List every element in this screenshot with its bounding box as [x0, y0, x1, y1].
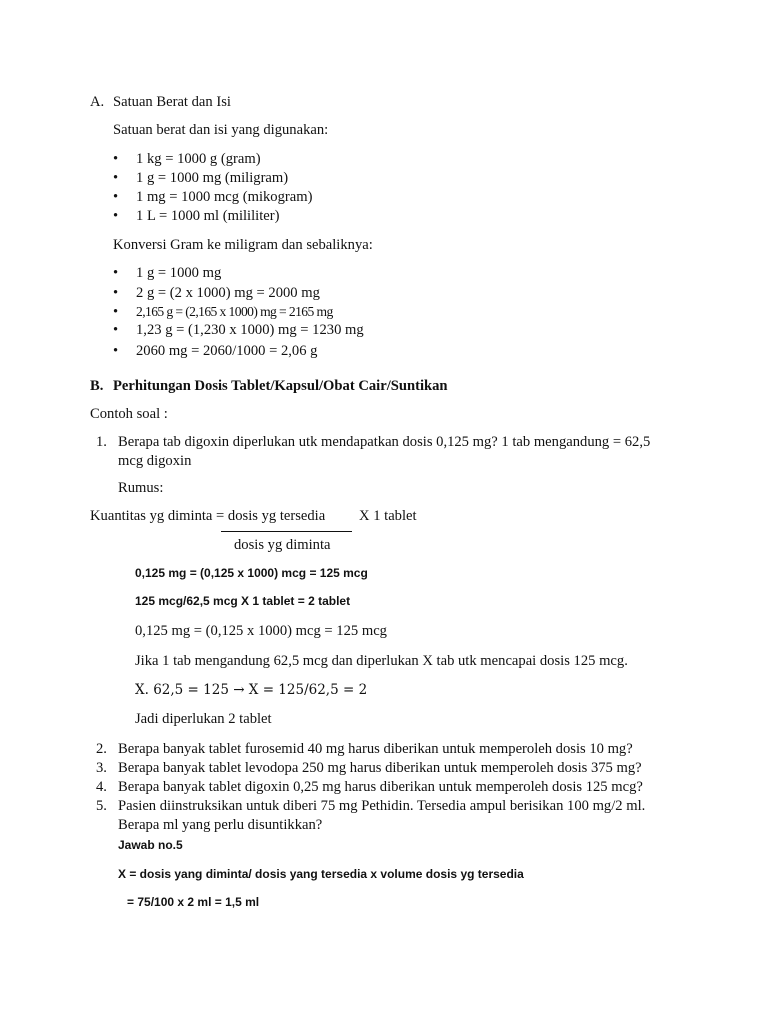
formula-label: Rumus:	[118, 480, 164, 496]
bullet-icon: •	[113, 285, 119, 301]
question-text: Berapa banyak tablet digoxin 0,25 mg harus diberikan untuk memperoleh dosis 125 mcg?	[118, 779, 643, 795]
bullet-icon: •	[113, 170, 119, 186]
list-item: 2 g = (2 x 1000) mg = 2000 mg	[136, 285, 320, 301]
question-number: 2.	[96, 741, 107, 757]
calculation-line: 0,125 mg = (0,125 x 1000) mcg = 125 mcg	[135, 566, 368, 580]
question-number: 5.	[96, 798, 107, 814]
question-text-continued: mcg digoxin	[118, 453, 192, 469]
question-number: 3.	[96, 760, 107, 776]
conversion-intro: Konversi Gram ke miligram dan sebaliknya:	[113, 237, 373, 253]
section-a-marker: A.	[90, 94, 105, 110]
example-label: Contoh soal :	[90, 406, 168, 422]
section-a-title: Satuan Berat dan Isi	[113, 94, 231, 110]
answer-formula: X = dosis yang diminta/ dosis yang tersedia x volume dosis yg tersedia	[118, 867, 524, 881]
calculation-line: Jika 1 tab mengandung 62,5 mcg dan diperlukan X tab utk mencapai dosis 125 mcg.	[135, 653, 628, 669]
question-number: 1.	[96, 434, 107, 450]
bullet-icon: •	[113, 189, 119, 205]
bullet-icon: •	[113, 265, 119, 281]
equation-line: X. 62,5 = 125 → X = 125/62,5 = 2	[135, 682, 368, 698]
section-b-marker: B.	[90, 378, 104, 394]
question-number: 4.	[96, 779, 107, 795]
list-item: 1,23 g = (1,230 x 1000) mg = 1230 mg	[136, 322, 364, 338]
list-item: 1 mg = 1000 mcg (mikogram)	[136, 189, 313, 205]
bullet-icon: •	[113, 322, 119, 338]
fraction-line	[221, 531, 352, 532]
bullet-icon: •	[113, 151, 119, 167]
list-item: 1 L = 1000 ml (mililiter)	[136, 208, 280, 224]
list-item: 2060 mg = 2060/1000 = 2,06 g	[136, 343, 318, 359]
question-text: Berapa tab digoxin diperlukan utk mendapatkan dosis 0,125 mg? 1 tab mengandung = 62,5	[118, 434, 651, 450]
answer-result: = 75/100 x 2 ml = 1,5 ml	[127, 895, 260, 909]
bullet-icon: •	[113, 208, 119, 224]
section-b-title: Perhitungan Dosis Tablet/Kapsul/Obat Cair/Suntikan	[113, 378, 448, 394]
question-text: Pasien diinstruksikan untuk diberi 75 mg Pethidin. Tersedia ampul berisikan 100 mg/2 ml.	[118, 798, 646, 814]
conclusion-line: Jadi diperlukan 2 tablet	[135, 711, 272, 727]
list-item: 2,165 g = (2,165 x 1000) mg = 2165 mg	[136, 304, 333, 319]
bullet-icon: •	[113, 343, 119, 359]
section-a-intro: Satuan berat dan isi yang digunakan:	[113, 122, 329, 138]
calculation-line: 0,125 mg = (0,125 x 1000) mcg = 125 mcg	[135, 623, 387, 639]
bullet-icon: •	[113, 304, 119, 320]
question-text-continued: Berapa ml yang perlu disuntikkan?	[118, 817, 323, 833]
formula-numerator: Kuantitas yg diminta = dosis yg tersedia	[90, 508, 326, 524]
list-item: 1 kg = 1000 g (gram)	[136, 151, 261, 167]
formula-multiplier: X 1 tablet	[359, 508, 417, 524]
formula-denominator: dosis yg diminta	[234, 537, 331, 553]
answer-label: Jawab no.5	[118, 838, 183, 852]
question-text: Berapa banyak tablet furosemid 40 mg harus diberikan untuk memperoleh dosis 10 mg?	[118, 741, 633, 757]
list-item: 1 g = 1000 mg	[136, 265, 222, 281]
calculation-line: 125 mcg/62,5 mcg X 1 tablet = 2 tablet	[135, 594, 351, 608]
list-item: 1 g = 1000 mg (miligram)	[136, 170, 289, 186]
question-text: Berapa banyak tablet levodopa 250 mg harus diberikan untuk memperoleh dosis 375 mg?	[118, 760, 642, 776]
